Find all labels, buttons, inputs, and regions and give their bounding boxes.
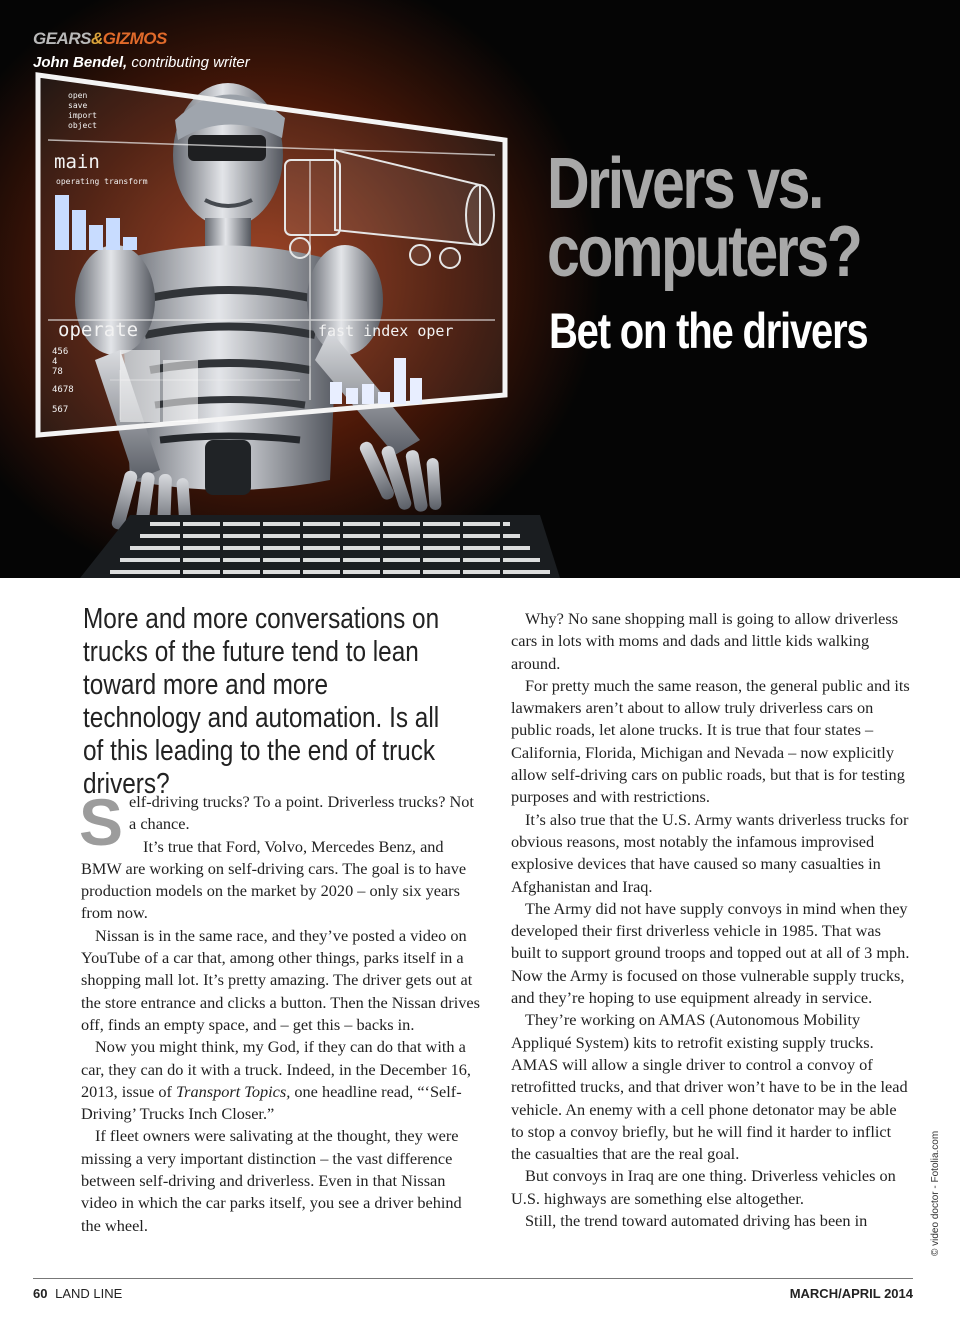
screen-number: 78 — [52, 367, 63, 377]
article-paragraph: But convoys in Iraq are one thing. Driverless vehicles on U.S. highways are something else altogether. — [511, 1166, 896, 1208]
subheadline: Bet on the drivers — [549, 303, 868, 359]
section-tag-amp: & — [90, 29, 103, 48]
article-column-right — [511, 608, 912, 1232]
article-paragraph: For pretty much the same reason, the general public and its lawmakers aren’t about to allow truly driverless cars on public roads, let alone trucks. It is true that four states – California, Florida, Michigan and Nevada – now explicitly allow self-driving cars on public roads, but that is for testing purposes and with restrictions. — [511, 675, 910, 807]
article-paragraph: Why? No sane shopping mall is going to allow driverless cars in lots with moms and dads and little kids walking around. — [511, 609, 899, 673]
author-name: John Bendel, — [33, 54, 128, 71]
section-tag — [33, 29, 167, 49]
page-number: 60 — [33, 1286, 48, 1301]
paragraph-text: one headline read, “‘Self-Driving’ Trucks Inch Closer.” — [81, 1081, 462, 1124]
screen-menu-item: object — [68, 121, 97, 130]
section-tag-part1: GEARS — [33, 29, 91, 48]
article-paragraph — [79, 785, 482, 859]
screen-operate-label: operate — [58, 319, 139, 341]
screen-menu-item: open — [68, 91, 88, 100]
screen-number: 567 — [52, 405, 69, 415]
article-paragraph: They’re working on AMAS (Autonomous Mobility Appliqué System) kits to retrofit existing supply trucks. AMAS will allow a single driver to control a convoy of retrofitted trucks, and that driver won’t have to be in the lead vehicle. An enemy with a cell phone detonator may be able to stop a convoy briefly, but he will find it harder to inflict the casualties that are the real goal. — [511, 1010, 908, 1164]
article-dek — [83, 603, 444, 801]
hero-banner — [0, 0, 960, 578]
article-column-left — [79, 785, 482, 1237]
article-paragraph — [81, 1036, 482, 1125]
headline-line: computers? — [547, 212, 861, 292]
screen-number: 4 — [52, 357, 58, 367]
author-role: contributing writer — [131, 54, 250, 71]
screen-number: 4678 — [52, 385, 74, 395]
photo-credit: © video doctor - Fotolia.com — [930, 1130, 941, 1256]
screen-number: 456 — [52, 347, 69, 357]
article-paragraph: Nissan is in the same race, and they’ve posted a video on YouTube of a car that, among other things, parks itself in a shopping mall lot. It’s pretty amazing. The driver gets out at the store entrance and clicks a button. Then the Nissan drives off, finds an empty space, and – get this – backs in. — [81, 925, 480, 1034]
section-tag-part2: GIZMOS — [102, 29, 167, 48]
screen-menu-item: import — [68, 111, 97, 120]
publication-name: LAND LINE — [55, 1286, 123, 1301]
issue-date: MARCH/APRIL 2014 — [789, 1286, 913, 1301]
footer-folio — [33, 1286, 122, 1301]
article-paragraph: It’s also true that the U.S. Army wants driverless trucks for obvious reasons, most notably the infamous improvised explosive devices that have caused so many casualties in Afghanistan and Iraq. — [511, 809, 909, 896]
paragraph-text: elf-driving trucks? To a point. Driverless trucks? Not a chance. — [129, 792, 474, 834]
drop-cap: S — [79, 785, 124, 859]
screen-menu-item: save — [68, 101, 88, 110]
article-paragraph: If fleet owners were salivating at the thought, they were missing a very important distinction – the vast difference between self-driving and driverless. Even in that Nissan video in which the car parks itself, you see a driver behind the wheel. — [81, 1126, 462, 1235]
screen-fast-index-label: fast index oper — [318, 322, 454, 340]
screen-main-label: main — [54, 151, 100, 173]
article-paragraph: Still, the trend toward automated driving has been in — [525, 1211, 868, 1231]
screen-main-sublabel: operating transform — [56, 177, 148, 186]
publication-title: Transport Topics, — [175, 1081, 291, 1101]
headline — [547, 144, 861, 292]
article-paragraph: It’s true that Ford, Volvo, Mercedes Benz, and BMW are working on self-driving cars. The goal is to have production models on the market by 2020 – only six years from now. — [81, 836, 467, 923]
headline-line: Drivers vs. — [547, 144, 822, 224]
dek-text: More and more conversations on trucks of the future tend to lean toward more and more technology and automation. Is all of this leading to the end of truck drivers? — [83, 603, 440, 800]
article-paragraph: The Army did not have supply convoys in mind when they developed their first driverless vehicle in 1985. That was built to support ground troops and topped out at all of 3 mph. Now the Army is focused on those vulnerable supply trucks, and they’re hoping to use equipment already in service. — [511, 898, 910, 1008]
paragraph-text: Now you might think, my God, if they can do that with a car, they can do it with a truck. Indeed, in the December 16, 2013, issue of — [81, 1037, 471, 1101]
byline — [33, 54, 250, 71]
footer-divider — [33, 1278, 913, 1279]
